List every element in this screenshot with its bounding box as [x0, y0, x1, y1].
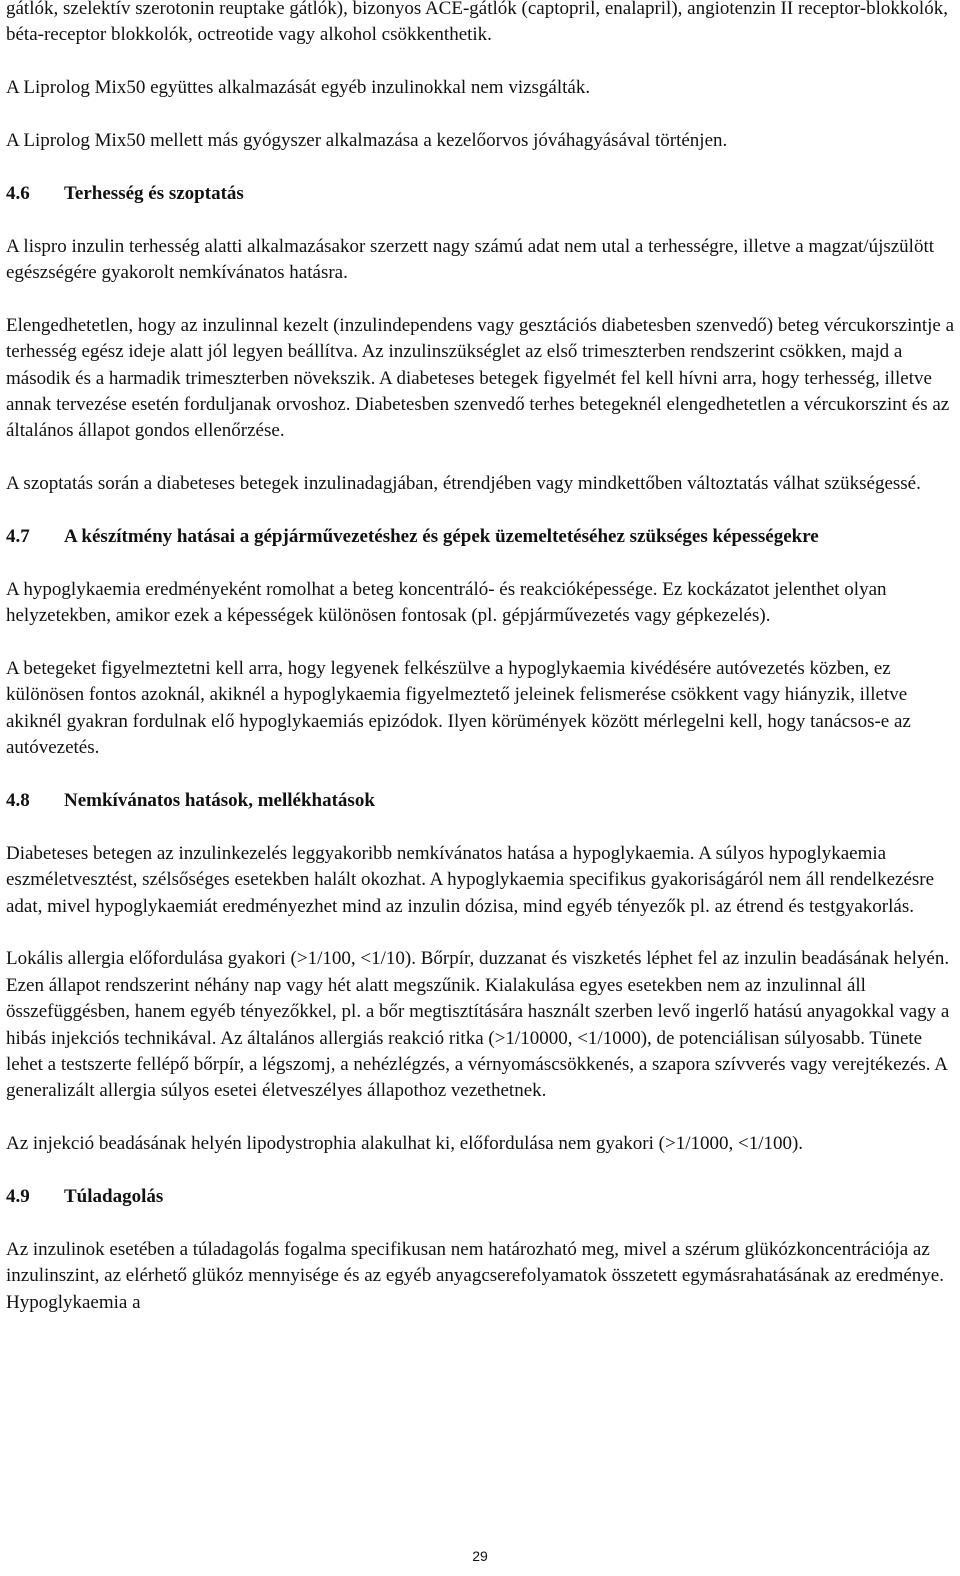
section-number: 4.9: [6, 1186, 30, 1208]
paragraph: Elengedhetetlen, hogy az inzulinnal kezelt (inzulindependens vagy gesztációs diabetesben szenvedő) beteg vércukorszintje a terhesség egész ideje alatt jól legyen beállítva. Az inzulinszükséglet az első trimeszterben rendszerint csökken, majd a második és a harmadik trimeszterben növekszik. A diabeteses betegek figyelmét fel kell hívni arra, hogy terhesség, illetve annak tervezése esetén forduljanak orvoshoz. Diabetesben szenvedő terhes betegeknél elengedhetetlen a vércukorszint és az általános állapot gondos ellenőrzése.: [6, 314, 955, 442]
section-number: 4.6: [6, 182, 30, 204]
paragraph: A Liprolog Mix50 együttes alkalmazását egyéb inzulinokkal nem vizsgálták.: [6, 77, 591, 99]
paragraph: A betegeket figyelmeztetni kell arra, hogy legyenek felkészülve a hypoglykaemia kivédésére autóvezetés közben, ez különösen fontos azoknál, akiknél a hypoglykaemia figyelmeztető jeleinek felismerése csökkent vagy hiányzik, illetve akiknél gyakran fordulnak elő hypoglykaemiás epizódok. Ilyen körümények között mérlegelni kell, hogy tanácsos-e az autóvezetés.: [6, 658, 911, 759]
paragraph: A lispro inzulin terhesség alatti alkalmazásakor szerzett nagy számú adat nem utal a terhességre, illetve a magzat/újszülött egészségére gyakorolt nemkívánatos hatásra.: [6, 235, 935, 283]
section-title: Terhesség és szoptatás: [64, 182, 244, 204]
document-page: [6, 0, 956, 1342]
section-title: Nemkívánatos hatások, mellékhatások: [64, 790, 375, 812]
paragraph: gátlók, szelektív szerotonin reuptake gátlók), bizonyos ACE-gátlók (captopril, enalapril), angiotenzin II receptor-blokkolók, béta-receptor blokkolók, octreotide vagy alkohol csökkenthetik.: [6, 0, 948, 46]
section-heading-4-9: [6, 1184, 956, 1210]
paragraph: A szoptatás során a diabeteses betegek inzulinadagjában, étrendjében vagy mindkettőben változtatás válhat szükségessé.: [6, 473, 921, 495]
paragraph: Az injekció beadásának helyén lipodystrophia alakulhat ki, előfordulása nem gyakori (>1/1000, <1/100).: [6, 1133, 804, 1155]
section-heading-4-8: [6, 788, 956, 814]
section-title: Túladagolás: [64, 1186, 164, 1208]
section-heading-4-7: [6, 524, 956, 550]
paragraph: Lokális allergia előfordulása gyakori (>1/100, <1/10). Bőrpír, duzzanat és viszketés léphet fel az inzulin beadásának helyén. Ezen állapot rendszerint néhány nap vagy hét alatt megszűnik. Kialakulása egyes esetekben nem az inzulinnal áll összefüggésben, hanem egyéb tényezőkkel, pl. a bőr megtisztítására használt szerben levő ingerlő hatású anyagokkal vagy a hibás injekciós technikával. Az általános allergiás reakció ritka (>1/10000, <1/1000), de potenciálisan súlyosabb. Tünete lehet a testszerte fellépő bőrpír, a légszomj, a nehézlégzés, a vérnyomáscsökkenés, a szapora szívverés vagy verejtékezés. A generalizált allergia súlyos esetei életveszélyes állapothoz vezethetnek.: [6, 948, 950, 1102]
section-heading-4-6: [6, 181, 956, 207]
section-number: 4.7: [6, 526, 30, 548]
paragraph: A Liprolog Mix50 mellett más gyógyszer alkalmazása a kezelőorvos jóváhagyásával történjen.: [6, 130, 728, 151]
paragraph: Az inzulinok esetében a túladagolás fogalma specifikusan nem határozható meg, mivel a szérum glükózkoncentrációja az inzulinszint, az elérhető glükóz mennyisége és az egyéb anyagcserefolyamatok összetett egymásrahatásának az eredménye. Hypoglykaemia a: [6, 1238, 944, 1313]
section-number: 4.8: [6, 790, 30, 812]
section-title: A készítmény hatásai a gépjárművezetéshez és gépek üzemeltetéséhez szükséges képességekre: [64, 526, 819, 548]
paragraph: A hypoglykaemia eredményeként romolhat a beteg koncentráló- és reakcióképessége. Ez kockázatot jelenthet olyan helyzetekben, amikor ezek a képességek különösen fontosak (pl. gépjárművezetés vagy gépkezelés).: [6, 578, 887, 627]
paragraph: Diabeteses betegen az inzulinkezelés leggyakoribb nemkívánatos hatása a hypoglykaemia. A súlyos hypoglykaemia eszméletvesztést, szélsőséges esetekben halált okozhat. A hypoglykaemia specifikus gyakoriságáról nem áll rendelkezésre adat, mivel hypoglykaemiát eredményezhet mind az inzulin dózisa, mind egyéb tényezők pl. az étrend és testgyakorlás.: [6, 842, 935, 917]
page-number: 29: [472, 1548, 488, 1564]
